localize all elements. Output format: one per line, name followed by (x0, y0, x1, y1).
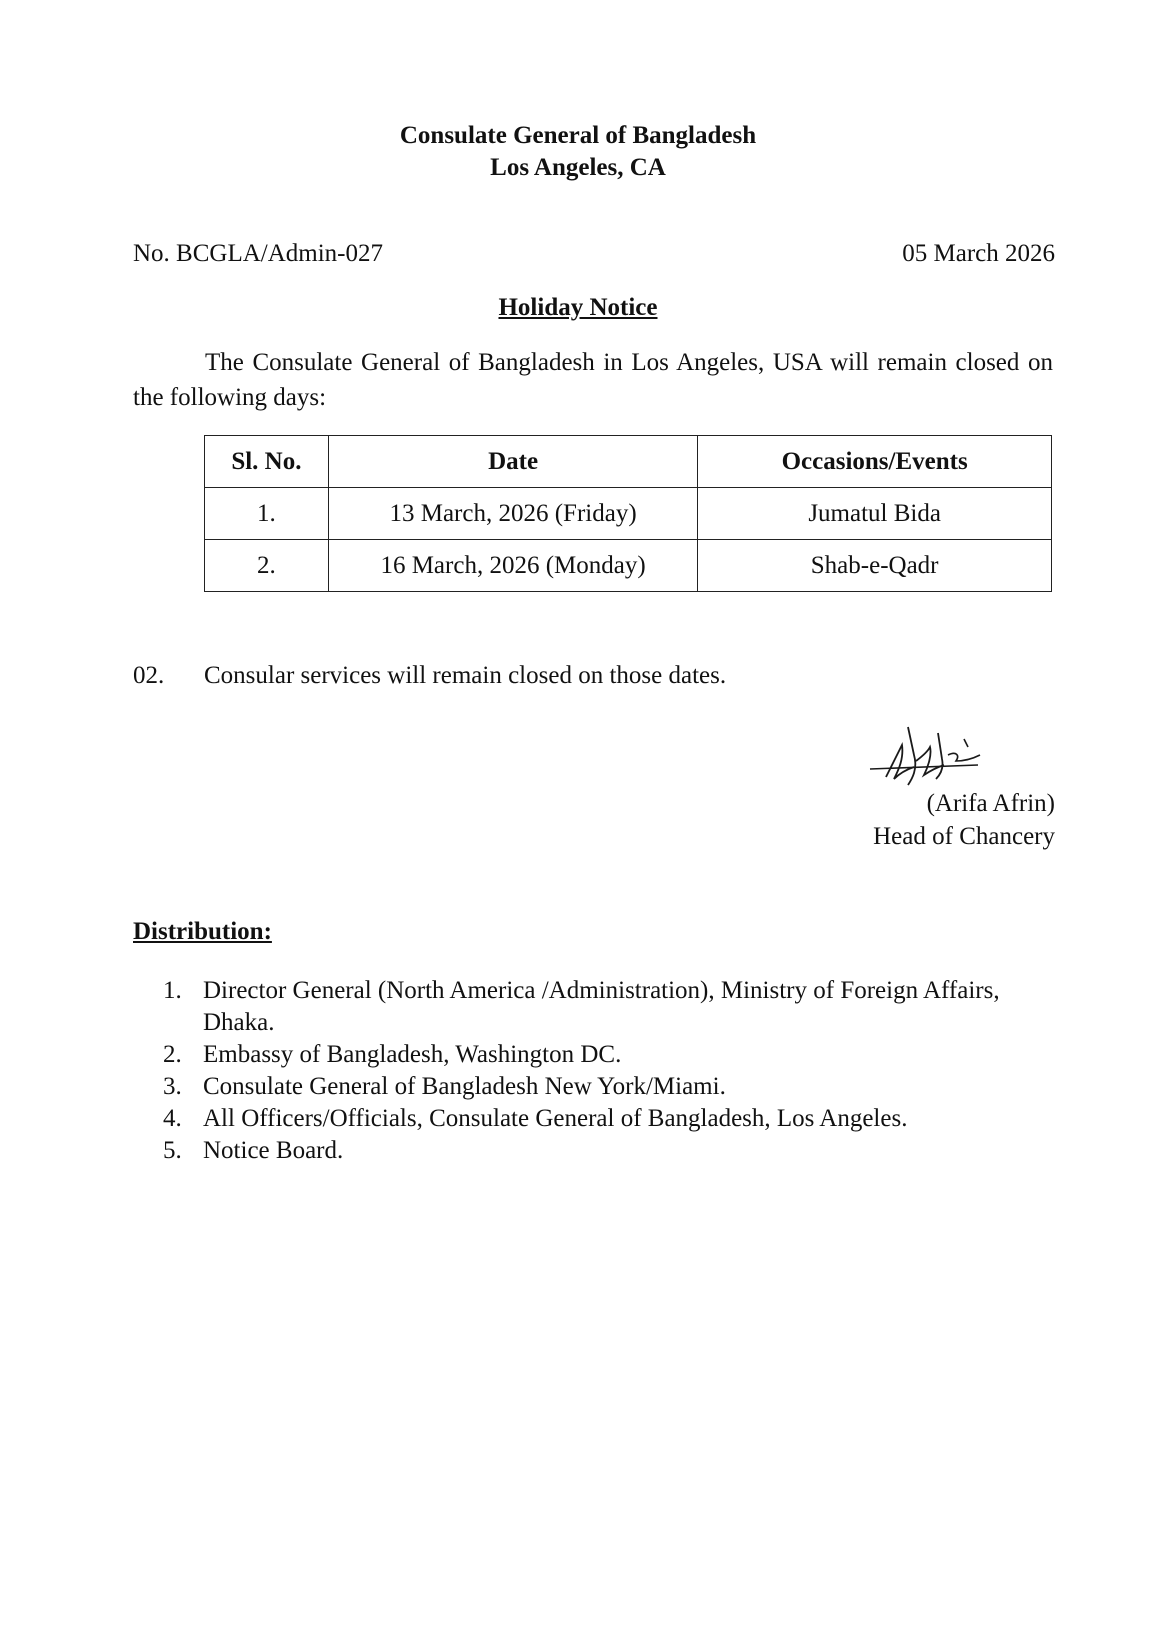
signatory-title: Head of Chancery (873, 823, 1055, 850)
list-item (163, 1071, 1013, 1103)
cell-occasion: Jumatul Bida (698, 488, 1052, 540)
list-item (163, 1039, 1013, 1071)
list-item-text: Director General (North America /Administration), Ministry of Foreign Affairs, Dhaka. (203, 977, 1000, 1036)
list-item-number: 3. (163, 1073, 182, 1100)
list-item-number: 5. (163, 1137, 182, 1164)
column-header-date: Date (328, 436, 697, 488)
cell-serial: 1. (205, 488, 329, 540)
document-date: 05 March 2026 (902, 240, 1055, 267)
cell-date: 13 March, 2026 (Friday) (328, 488, 697, 540)
reference-number: No. BCGLA/Admin-027 (133, 240, 383, 267)
cell-occasion: Shab-e-Qadr (698, 540, 1052, 592)
notice-title: Holiday Notice (498, 294, 658, 321)
paragraph-2-text: Consular services will remain closed on those dates. (204, 662, 727, 689)
cell-date: 16 March, 2026 (Monday) (328, 540, 697, 592)
paragraph-2-number: 02. (133, 662, 165, 689)
column-header-serial: Sl. No. (205, 436, 329, 488)
cell-serial: 2. (205, 540, 329, 592)
list-item-number: 2. (163, 1041, 182, 1068)
intro-paragraph: The Consulate General of Bangladesh in Los Angeles, USA will remain closed on the following days: (133, 349, 1053, 411)
list-item-text: All Officers/Officials, Consulate General of Bangladesh, Los Angeles. (203, 1105, 908, 1132)
holiday-table (204, 435, 1052, 592)
table-header-row (205, 436, 1052, 488)
distribution-heading: Distribution: (133, 918, 272, 945)
table-row (205, 488, 1052, 540)
signature-icon (868, 725, 1008, 795)
header-line-1: Consulate General of Bangladesh (399, 122, 757, 149)
list-item-text: Embassy of Bangladesh, Washington DC. (203, 1041, 622, 1068)
list-item (163, 1103, 1013, 1135)
header-line-2: Los Angeles, CA (490, 154, 666, 181)
table-row (205, 540, 1052, 592)
list-item-number: 1. (163, 977, 182, 1004)
distribution-list (163, 975, 1013, 1167)
list-item (163, 975, 1013, 1039)
list-item-text: Notice Board. (203, 1137, 344, 1164)
signatory-name: (Arifa Afrin) (926, 790, 1055, 817)
list-item-text: Consulate General of Bangladesh New York/Miami. (203, 1073, 726, 1100)
column-header-occasion: Occasions/Events (698, 436, 1052, 488)
list-item (163, 1135, 1013, 1167)
list-item-number: 4. (163, 1105, 182, 1132)
